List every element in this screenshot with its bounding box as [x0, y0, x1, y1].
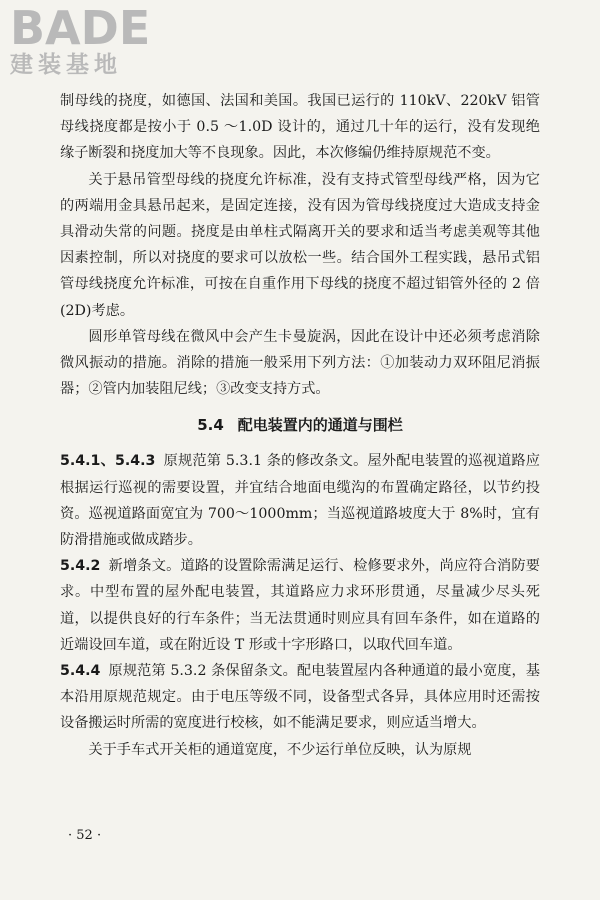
section-number: 5.4: [197, 416, 224, 435]
clause-label: 5.4.4: [60, 663, 101, 680]
page-number: · 52 ·: [68, 828, 102, 843]
logo-subtitle: 建装基地: [10, 52, 122, 78]
logo-brand-text: BADE: [10, 1, 151, 55]
brand-logo: [10, 1, 180, 78]
paragraph-vibration: 圆形单管母线在微风中会产生卡曼旋涡，因此在设计中还必须考虑消除微风振动的措施。消除的措施一般采用下列方法：①加装动力双环阻尼消振器；②管内加装阻尼线；③改变支持方式。: [60, 328, 540, 398]
paragraph-suspended-busbar: 关于悬吊管型母线的挠度允许标准，没有支持式管型母线严格，因为它的两端用金具悬吊起来，是固定连接，没有因为管母线挠度过大造成支持金具滑动失常的问题。挠度是由单柱式隔离开关的要求和适当考虑美观等其他因素控制，所以对挠度的要求可以放松一些。结合国外工程实践，悬吊式铝管母线挠度允许标准，可按在自重作用下母线的挠度不超过铝管外径的 2 倍(2D)考虑。: [60, 171, 540, 319]
clause-5-4-2: [60, 553, 540, 658]
paragraph-continued: 制母线的挠度，如德国、法国和美国。我国已运行的 110kV、220kV 铝管母线挠度都是按小于 0.5 ～1.0D 设计的，通过几十年的运行，没有发现绝缘子断裂和挠度加大等不良现象。因此，本次修编仍维持原规范不变。: [60, 93, 540, 162]
clause-text: 新增条文。道路的设置除需满足运行、检修要求外，尚应符合消防要求。中型布置的屋外配电装置，其道路应力求环形贯通，尽量减少尽头死道，以提供良好的行车条件；当无法贯通时则应具有回车条件，如在道路的近端设回车道，或在附近设 T 形或十字形路口，以取代回车道。: [60, 558, 540, 653]
clause-label: 5.4.1、5.4.3: [60, 453, 156, 470]
clause-5-4-1: [60, 448, 540, 553]
clause-label: 5.4.2: [60, 558, 101, 575]
clause-5-4-4: [60, 658, 540, 737]
clause-text: 原规范第 5.3.2 条保留条文。配电装置屋内各种通道的最小宽度，基本沿用原规范规定。由于电压等级不同，设备型式各异，具体应用时还需按设备搬运时所需的宽度进行校核，如不能满足要求，则应适当增大。: [60, 663, 540, 732]
clause-text: 原规范第 5.3.1 条的修改条文。屋外配电装置的巡视道路应根据运行巡视的需要设置，并宜结合地面电缆沟的布置确定路径，以节约投资。巡视道路面宽宜为 700～1000mm；当巡视道路坡度大于 8%时，宜有防滑措施或做成踏步。: [60, 453, 540, 549]
document-page: [60, 88, 540, 763]
section-heading: [60, 412, 540, 438]
section-title: 配电装置内的通道与围栏: [237, 416, 403, 435]
paragraph-closing: 关于手车式开关柜的通道宽度，不少运行单位反映，认为原规: [88, 741, 472, 758]
